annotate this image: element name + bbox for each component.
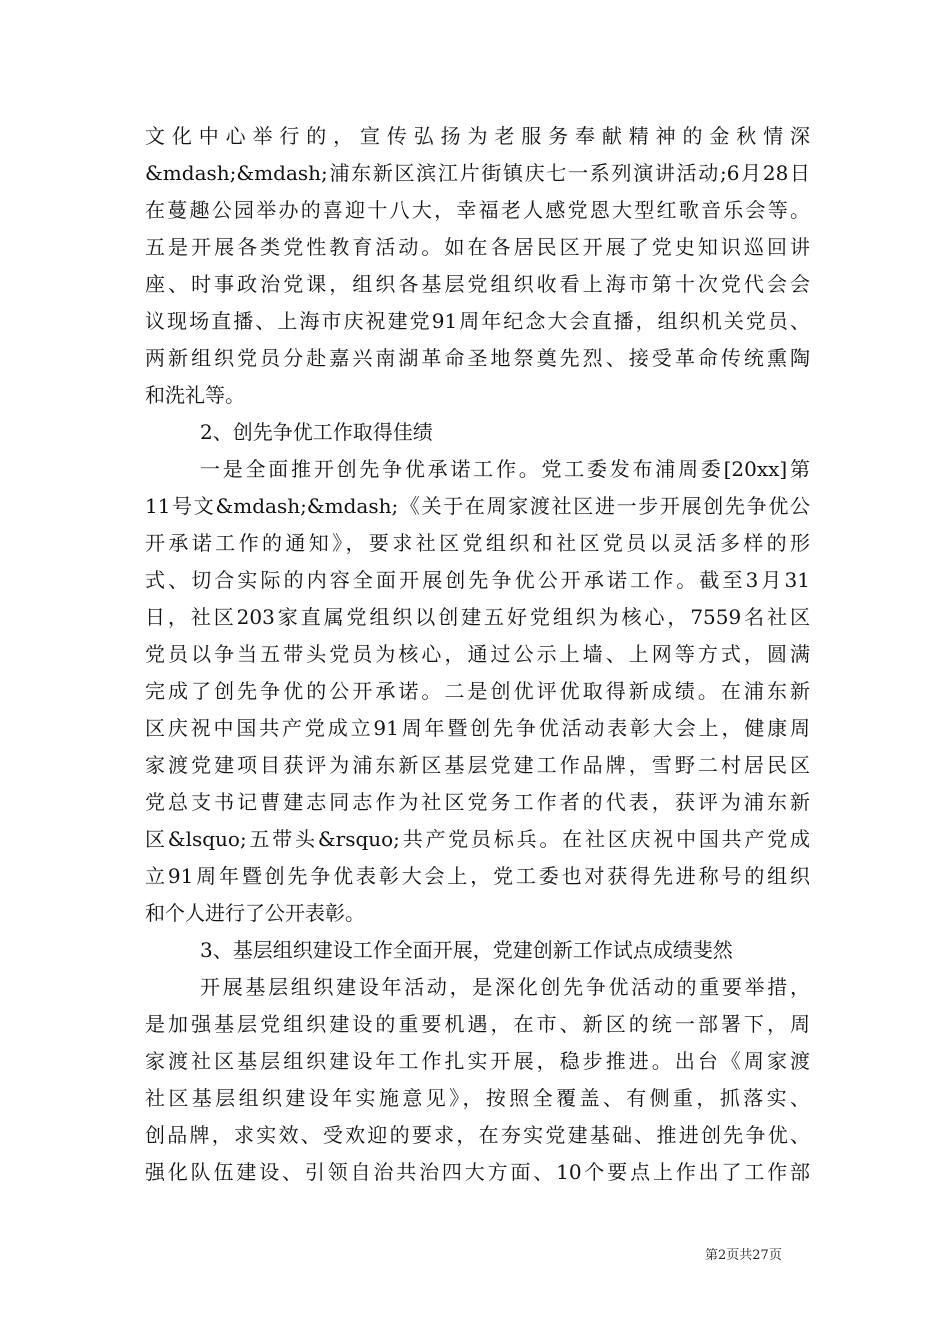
text-line: &mdash;&mdash;浦东新区滨江片街镇庆七一系列演讲活动;6月28日 [145,161,810,185]
text-line: 一是全面推开创先争优承诺工作。党工委发布浦周委[20xx]第 [200,457,810,481]
text-line: 是加强基层党组织建设的重要机遇，在市、新区的统一部署下，周 [145,1012,810,1036]
text-line: 家渡党建项目获评为浦东新区基层党建工作品牌，雪野二村居民区 [145,753,810,777]
text-line: 开承诺工作的通知》，要求社区党组织和社区党员以灵活多样的形 [145,531,810,555]
text-line: 两新组织党员分赴嘉兴南湖革命圣地祭奠先烈、接受革命传统熏陶 [145,346,810,370]
text-line: 社区基层组织建设年实施意见》，按照全覆盖、有侧重，抓落实、 [145,1086,810,1110]
text-line: 议现场直播、上海市庆祝建党91周年纪念大会直播，组织机关党员、 [145,309,810,333]
text-line: 和洗礼等。 [145,383,245,407]
text-line: 文化中心举行的，宣传弘扬为老服务奉献精神的金秋情深 [145,124,810,148]
text-line: 五是开展各类党性教育活动。如在各居民区开展了党史知识巡回讲 [145,235,810,259]
text-line: 区庆祝中国共产党成立91周年暨创先争优活动表彰大会上，健康周 [145,716,810,740]
text-line: 区&lsquo;五带头&rsquo;共产党员标兵。在社区庆祝中国共产党成 [145,827,810,851]
text-line: 强化队伍建设、引领自治共治四大方面、10个要点上作出了工作部 [145,1160,810,1184]
text-line: 创品牌，求实效、受欢迎的要求，在夯实党建基础、推进创先争优、 [145,1123,810,1147]
text-line: 家渡社区基层组织建设年工作扎实开展，稳步推进。出台《周家渡 [145,1049,810,1073]
text-line: 座、时事政治党课，组织各基层党组织收看上海市第十次党代会会 [145,272,810,296]
text-line: 11号文&mdash;&mdash;《关于在周家渡社区进一步开展创先争优公 [145,494,810,518]
section-heading: 3、基层组织建设工作全面开展，党建创新工作试点成绩斐然 [200,938,733,962]
page-number: 第2页共27页 [705,1248,782,1263]
text-line: 党员以争当五带头党员为核心，通过公示上墙、上网等方式，圆满 [145,642,810,666]
text-line: 日，社区203家直属党组织以创建五好党组织为核心，7559名社区 [145,605,810,629]
text-line: 立91周年暨创先争优表彰大会上，党工委也对获得先进称号的组织 [145,864,810,888]
text-line: 式、切合实际的内容全面开展创先争优公开承诺工作。截至3月31 [145,568,810,592]
text-line: 完成了创先争优的公开承诺。二是创优评优取得新成绩。在浦东新 [145,679,810,703]
section-heading: 2、创先争优工作取得佳绩 [200,420,433,444]
text-line: 党总支书记曹建志同志作为社区党务工作者的代表，获评为浦东新 [145,790,810,814]
text-line: 开展基层组织建设年活动，是深化创先争优活动的重要举措， [200,975,810,999]
text-line: 和个人进行了公开表彰。 [145,901,365,925]
text-line: 在蔓趣公园举办的喜迎十八大，幸福老人感党恩大型红歌音乐会等。 [145,198,810,222]
